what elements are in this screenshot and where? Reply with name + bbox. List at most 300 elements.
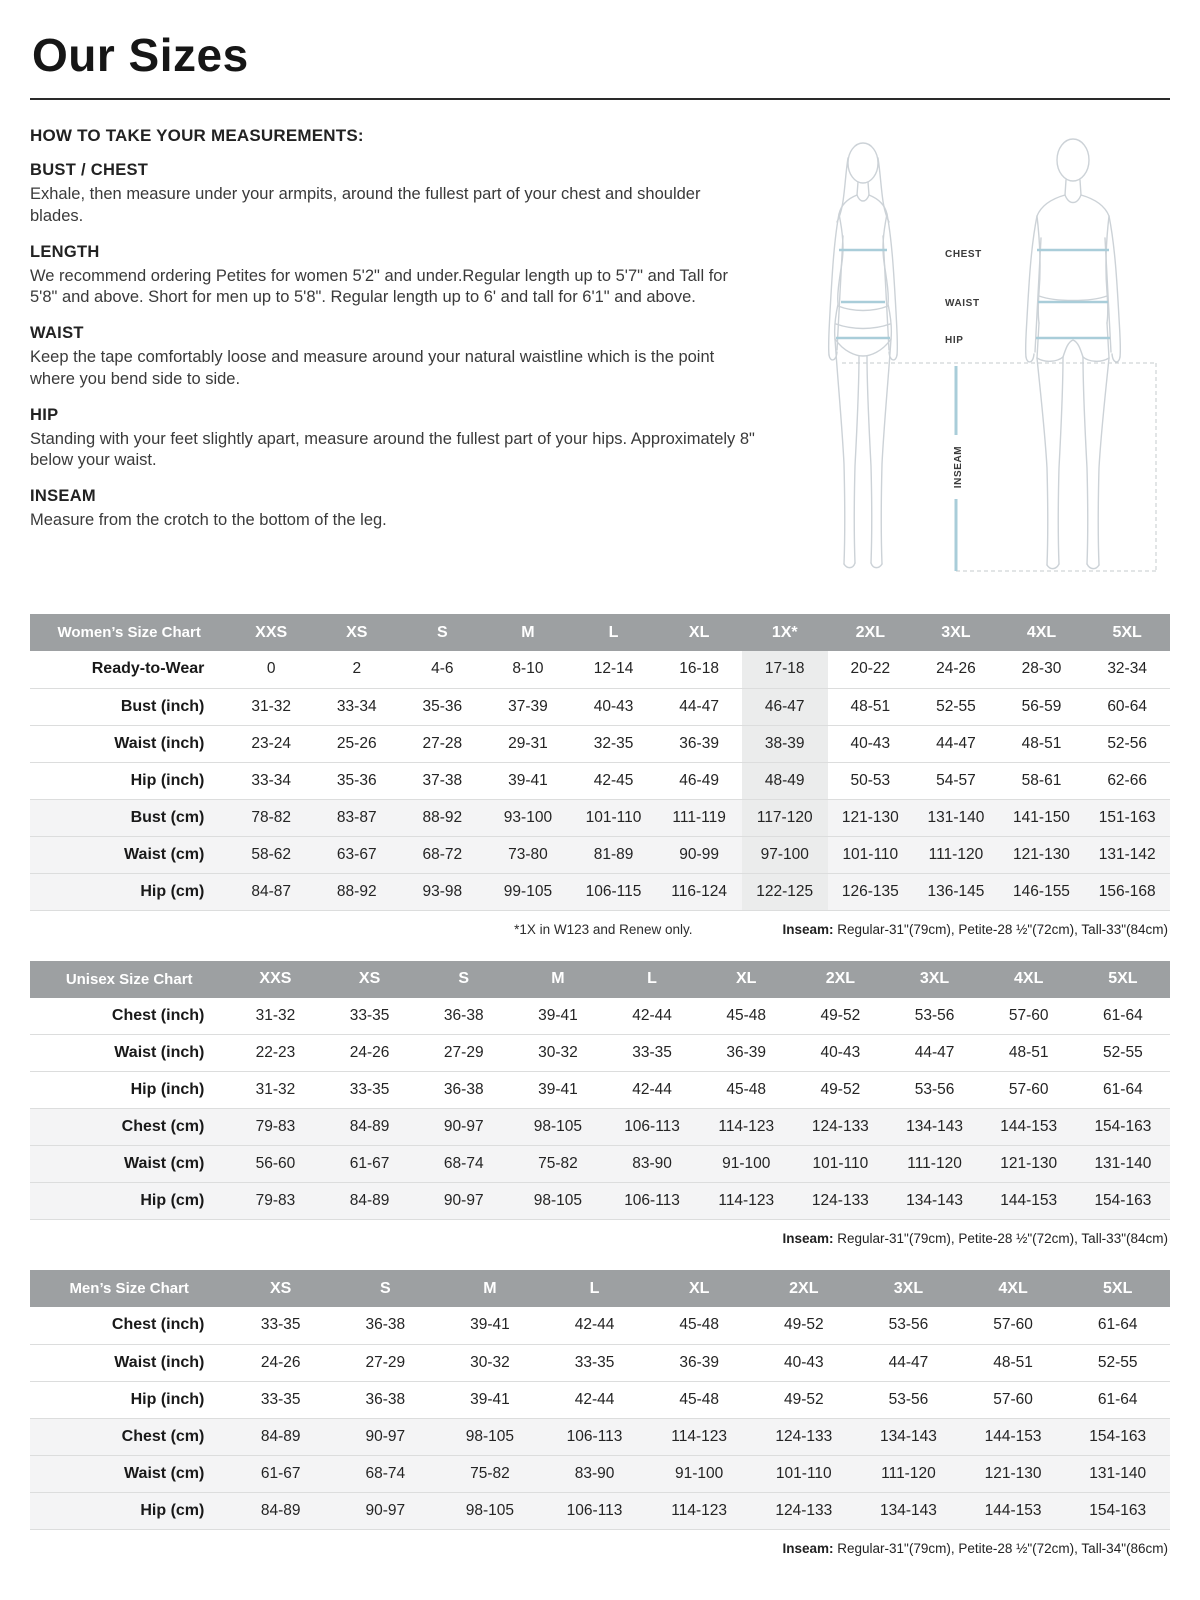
size-value: 30-32 xyxy=(538,1044,578,1061)
measurement-section-title: LENGTH xyxy=(30,242,100,261)
page-title: Our Sizes xyxy=(32,29,249,81)
size-value: 131-140 xyxy=(927,808,985,826)
measurement-section-text: Standing with your feet slightly apart, measure around the fullest part of your hips. Approximately 8" below your waist. xyxy=(30,429,755,470)
column-header: 3XL xyxy=(919,970,950,987)
column-header: 3XL xyxy=(893,1279,924,1297)
size-value: 60-64 xyxy=(1107,697,1147,715)
size-value: 48-51 xyxy=(993,1353,1033,1371)
size-value: 99-105 xyxy=(503,882,553,900)
size-value: 131-140 xyxy=(1089,1464,1147,1482)
size-value: 90-97 xyxy=(443,1118,484,1135)
size-value: 93-100 xyxy=(503,808,553,826)
size-value: 32-34 xyxy=(1107,660,1147,678)
size-value: 62-66 xyxy=(1107,771,1147,789)
row-label: Waist (cm) xyxy=(124,1464,205,1482)
row-label: Waist (cm) xyxy=(124,845,205,863)
size-value: 33-35 xyxy=(349,1081,390,1098)
size-value: 111-120 xyxy=(881,1464,936,1482)
size-value: 88-92 xyxy=(422,808,463,826)
size-chart-table xyxy=(30,961,1170,1221)
size-value: 90-97 xyxy=(443,1192,484,1209)
female-measure-lines xyxy=(836,250,890,338)
row-label: Chest (cm) xyxy=(121,1427,205,1445)
size-value: 42-45 xyxy=(593,771,634,789)
size-value: 8-10 xyxy=(512,660,544,678)
size-value: 124-133 xyxy=(775,1501,833,1519)
row-label: Hip (inch) xyxy=(130,1390,205,1408)
size-value: 144-153 xyxy=(984,1501,1042,1519)
column-header: XS xyxy=(358,970,381,987)
size-value: 121-130 xyxy=(1000,1155,1058,1172)
row-label: Chest (inch) xyxy=(111,1006,205,1024)
size-value: 93-98 xyxy=(422,882,463,900)
table-row xyxy=(30,1455,1170,1492)
size-value: 156-168 xyxy=(1098,882,1156,900)
size-value: 36-38 xyxy=(443,1081,484,1098)
size-value: 33-35 xyxy=(632,1044,672,1061)
size-value: 79-83 xyxy=(255,1192,296,1209)
size-value: 45-48 xyxy=(726,1081,767,1098)
size-value: 54-57 xyxy=(936,771,976,789)
row-label: Hip (cm) xyxy=(140,1501,205,1519)
size-value: 144-153 xyxy=(1000,1192,1058,1209)
size-value: 53-56 xyxy=(888,1316,929,1334)
column-header: 4XL xyxy=(1026,623,1057,641)
size-chart-block xyxy=(30,1270,1170,1556)
instructions-heading: HOW TO TAKE YOUR MEASUREMENTS: xyxy=(30,126,364,145)
size-value: 0 xyxy=(266,660,276,678)
size-value: 58-61 xyxy=(1021,771,1062,789)
size-value: 98-105 xyxy=(533,1118,583,1135)
size-value: 33-35 xyxy=(260,1390,301,1408)
size-value: 83-87 xyxy=(336,808,377,826)
size-value: 121-130 xyxy=(984,1464,1042,1482)
size-value: 27-29 xyxy=(443,1044,484,1061)
size-value: 48-49 xyxy=(742,762,828,799)
size-value: 111-120 xyxy=(907,1155,962,1172)
size-value: 114-123 xyxy=(671,1427,728,1445)
size-value: 24-26 xyxy=(349,1044,390,1061)
size-value: 121-130 xyxy=(1013,845,1070,863)
size-value: 61-67 xyxy=(260,1464,301,1482)
column-header: XXS xyxy=(259,970,292,987)
size-value: 117-120 xyxy=(742,799,828,836)
size-value: 73-80 xyxy=(508,845,548,863)
size-chart-notes xyxy=(30,1541,1168,1556)
size-value: 131-142 xyxy=(1098,845,1156,863)
size-value: 88-92 xyxy=(336,882,377,900)
size-value: 91-100 xyxy=(675,1464,724,1482)
table-row xyxy=(30,1035,1170,1072)
size-value: 52-55 xyxy=(1097,1353,1138,1371)
size-value: 39-41 xyxy=(508,771,548,789)
size-value: 97-100 xyxy=(742,836,828,873)
table-row xyxy=(30,1109,1170,1146)
table-row xyxy=(30,998,1170,1035)
size-value: 79-83 xyxy=(255,1118,296,1135)
column-header: 2XL xyxy=(855,623,885,641)
size-value: 91-100 xyxy=(722,1155,771,1172)
size-value: 40-43 xyxy=(783,1353,824,1371)
size-value: 154-163 xyxy=(1094,1118,1152,1135)
diagram-labels xyxy=(945,249,982,346)
measurement-section xyxy=(30,487,770,532)
table-title: Unisex Size Chart xyxy=(65,970,193,988)
table-row xyxy=(30,688,1170,725)
row-label: Bust (inch) xyxy=(120,697,205,715)
size-value: 141-150 xyxy=(1013,808,1070,826)
size-value: 144-153 xyxy=(1000,1118,1058,1135)
size-value: 37-38 xyxy=(422,771,463,789)
size-value: 57-60 xyxy=(993,1390,1033,1408)
table-row xyxy=(30,1072,1170,1109)
size-value: 57-60 xyxy=(1008,1006,1049,1024)
table-row xyxy=(30,799,1170,836)
size-value: 40-43 xyxy=(820,1044,861,1061)
size-chart-block xyxy=(30,961,1170,1247)
hip-label: HIP xyxy=(945,335,964,346)
size-value: 90-97 xyxy=(365,1427,406,1445)
size-value: 57-60 xyxy=(993,1316,1033,1334)
table-row xyxy=(30,1344,1170,1381)
table-row xyxy=(30,1381,1170,1418)
measurement-section xyxy=(30,406,770,473)
measurement-section-title: HIP xyxy=(30,405,59,424)
column-header: S xyxy=(437,623,448,641)
size-value: 63-67 xyxy=(336,845,377,863)
table-title: Women’s Size Chart xyxy=(57,624,201,641)
size-value: 23-24 xyxy=(251,734,291,752)
size-value: 42-44 xyxy=(574,1390,615,1408)
size-value: 22-23 xyxy=(255,1044,296,1061)
table-title: Men’s Size Chart xyxy=(69,1280,189,1297)
size-value: 81-89 xyxy=(593,845,634,863)
size-value: 98-105 xyxy=(533,1192,583,1209)
size-charts-container xyxy=(30,614,1170,1556)
size-value: 61-64 xyxy=(1097,1316,1138,1334)
measurement-section-title: BUST / CHEST xyxy=(30,161,149,179)
male-figure xyxy=(1026,139,1121,569)
size-value: 101-110 xyxy=(842,845,899,863)
measurement-section xyxy=(30,324,770,391)
size-value: 46-49 xyxy=(679,771,719,789)
chest-label: CHEST xyxy=(945,249,982,260)
size-value: 84-89 xyxy=(349,1118,390,1135)
row-label: Waist (cm) xyxy=(124,1155,205,1172)
size-value: 44-47 xyxy=(936,734,976,752)
column-header: 5XL xyxy=(1112,623,1142,641)
size-value: 46-47 xyxy=(742,688,828,725)
table-row xyxy=(30,1183,1170,1220)
size-value: 53-56 xyxy=(914,1006,955,1024)
table-row xyxy=(30,1146,1170,1183)
size-value: 57-60 xyxy=(1008,1081,1049,1098)
size-value: 114-123 xyxy=(718,1118,775,1135)
table-row xyxy=(30,762,1170,799)
size-value: 36-39 xyxy=(679,734,719,752)
size-value: 68-74 xyxy=(365,1464,406,1482)
row-label: Chest (cm) xyxy=(121,1118,205,1135)
size-value: 146-155 xyxy=(1013,882,1070,900)
female-hair-left xyxy=(837,158,848,222)
size-value: 52-56 xyxy=(1107,734,1147,752)
size-value: 83-90 xyxy=(632,1155,672,1172)
size-value: 33-35 xyxy=(349,1006,390,1024)
size-value: 84-89 xyxy=(349,1192,390,1209)
size-value: 111-120 xyxy=(928,845,984,863)
column-header: L xyxy=(608,623,619,641)
row-label: Waist (inch) xyxy=(114,734,205,752)
table-row xyxy=(30,1492,1170,1529)
size-value: 90-99 xyxy=(679,845,719,863)
size-value: 20-22 xyxy=(850,660,891,678)
size-value: 44-47 xyxy=(679,697,719,715)
size-value: 144-153 xyxy=(984,1427,1042,1445)
size-value: 78-82 xyxy=(251,808,291,826)
size-value: 83-90 xyxy=(574,1464,615,1482)
column-header: XL xyxy=(735,970,757,987)
size-value: 45-48 xyxy=(679,1316,719,1334)
column-header: 2XL xyxy=(789,1279,819,1297)
size-value: 136-145 xyxy=(927,882,985,900)
size-value: 126-135 xyxy=(841,882,899,900)
size-value: 40-43 xyxy=(593,697,634,715)
size-value: 33-34 xyxy=(251,771,291,789)
size-value: 40-43 xyxy=(850,734,891,752)
size-value: 49-52 xyxy=(783,1390,824,1408)
size-value: 27-28 xyxy=(422,734,463,752)
column-header: L xyxy=(647,970,657,987)
size-value: 134-143 xyxy=(906,1192,963,1209)
row-label: Hip (cm) xyxy=(140,882,205,900)
size-value: 154-163 xyxy=(1089,1501,1147,1519)
size-value: 131-140 xyxy=(1094,1155,1152,1172)
size-value: 30-32 xyxy=(470,1353,510,1371)
size-value: 39-41 xyxy=(470,1390,510,1408)
measurement-section-text: Measure from the crotch to the bottom of the leg. xyxy=(30,511,387,530)
size-chart-block xyxy=(30,614,1170,937)
row-label: Waist (inch) xyxy=(114,1353,205,1371)
measurement-instructions xyxy=(30,124,1170,588)
size-value: 39-41 xyxy=(470,1316,510,1334)
size-value: 124-133 xyxy=(811,1192,869,1209)
size-value: 31-32 xyxy=(255,1006,296,1024)
row-label: Hip (cm) xyxy=(140,1192,205,1209)
size-value: 121-130 xyxy=(841,808,899,826)
size-value: 56-59 xyxy=(1021,697,1062,715)
size-value: 39-41 xyxy=(538,1006,578,1024)
size-value: 114-123 xyxy=(718,1192,775,1209)
size-value: 61-64 xyxy=(1097,1390,1138,1408)
instructions-text-column xyxy=(30,124,770,532)
male-measure-lines xyxy=(1036,250,1110,338)
title-divider xyxy=(30,98,1170,100)
size-value: 90-97 xyxy=(365,1501,406,1519)
size-value: 36-39 xyxy=(679,1353,719,1371)
measurement-section-text: Exhale, then measure under your armpits, around the fullest part of your chest and shoulder blades. xyxy=(30,185,701,225)
size-value: 35-36 xyxy=(336,771,377,789)
size-value: 53-56 xyxy=(914,1081,955,1098)
size-value: 151-163 xyxy=(1098,808,1156,826)
size-value: 31-32 xyxy=(251,697,291,715)
row-label: Chest (inch) xyxy=(111,1316,205,1334)
table-row xyxy=(30,725,1170,762)
column-header: M xyxy=(483,1279,497,1297)
size-value: 56-60 xyxy=(255,1155,296,1172)
table-row xyxy=(30,651,1170,688)
size-value: 134-143 xyxy=(879,1427,937,1445)
measurement-section xyxy=(30,161,770,228)
size-value: 75-82 xyxy=(470,1464,510,1482)
column-header: L xyxy=(589,1279,600,1297)
size-value: 38-39 xyxy=(742,725,828,762)
size-value: 61-64 xyxy=(1103,1006,1143,1024)
size-chart-header xyxy=(30,1270,1170,1307)
column-header: 4XL xyxy=(998,1279,1028,1297)
footnote-inseam: Inseam: Regular-31"(79cm), Petite-28 ½"(72cm), Tall-33"(84cm) xyxy=(782,921,1168,937)
size-value: 98-105 xyxy=(465,1501,515,1519)
size-value: 29-31 xyxy=(508,734,548,752)
column-header: M xyxy=(551,970,565,987)
size-value: 36-38 xyxy=(365,1390,406,1408)
size-value: 84-89 xyxy=(260,1427,301,1445)
size-value: 154-163 xyxy=(1089,1427,1147,1445)
size-value: 16-18 xyxy=(679,660,719,678)
size-value: 45-48 xyxy=(726,1006,767,1024)
size-value: 39-41 xyxy=(538,1081,578,1098)
size-value: 33-34 xyxy=(336,697,377,715)
size-value: 33-35 xyxy=(260,1316,301,1334)
size-value: 44-47 xyxy=(914,1044,955,1061)
column-header: 5XL xyxy=(1108,970,1138,987)
size-value: 36-38 xyxy=(365,1316,406,1334)
size-chart-table xyxy=(30,614,1170,911)
inseam-label: INSEAM xyxy=(953,445,964,489)
column-header: XL xyxy=(688,623,710,641)
size-value: 154-163 xyxy=(1094,1192,1152,1209)
size-value: 106-113 xyxy=(624,1192,680,1209)
size-value: 37-39 xyxy=(508,697,548,715)
size-chart-header xyxy=(30,961,1170,998)
size-value: 52-55 xyxy=(1103,1044,1143,1061)
column-header: XS xyxy=(346,623,368,641)
size-value: 2 xyxy=(352,660,362,678)
size-chart-table xyxy=(30,1270,1170,1530)
row-label: Hip (inch) xyxy=(130,771,205,789)
size-value: 24-26 xyxy=(260,1353,301,1371)
size-value: 84-87 xyxy=(251,882,291,900)
size-value: 28-30 xyxy=(1021,660,1062,678)
body-measurement-figures xyxy=(798,126,1170,588)
size-value: 44-47 xyxy=(888,1353,929,1371)
size-value: 84-89 xyxy=(260,1501,301,1519)
size-value: 106-113 xyxy=(566,1501,623,1519)
size-value: 45-48 xyxy=(679,1390,719,1408)
row-label: Waist (inch) xyxy=(114,1044,205,1061)
footnote-inseam: Inseam: Regular-31"(79cm), Petite-28 ½"(72cm), Tall-34"(86cm) xyxy=(782,1540,1168,1556)
column-header: M xyxy=(521,623,535,641)
size-chart-notes xyxy=(30,1231,1168,1246)
measurement-diagram xyxy=(770,124,1170,588)
size-value: 27-29 xyxy=(365,1353,406,1371)
column-header: XL xyxy=(688,1279,710,1297)
size-value: 124-133 xyxy=(775,1427,833,1445)
measurement-section-text: We recommend ordering Petites for women 5'2" and under.Regular length up to 5'7" and Tall for 5'8" and above. Short for men up to 5'8". Regular length up to 6' and tall for 6'1" and above. xyxy=(30,266,728,307)
size-value: 50-53 xyxy=(850,771,891,789)
size-value: 68-72 xyxy=(422,845,463,863)
size-value: 48-51 xyxy=(1008,1044,1049,1061)
size-chart-header xyxy=(30,614,1170,651)
size-value: 25-26 xyxy=(336,734,377,752)
size-value: 35-36 xyxy=(422,697,463,715)
size-value: 49-52 xyxy=(783,1316,824,1334)
size-value: 4-6 xyxy=(431,660,454,678)
size-value: 68-74 xyxy=(443,1155,484,1172)
table-row xyxy=(30,1307,1170,1344)
size-value: 42-44 xyxy=(632,1081,672,1098)
row-label: Ready-to-Wear xyxy=(91,660,205,678)
size-value: 134-143 xyxy=(906,1118,963,1135)
column-header: XS xyxy=(270,1279,292,1297)
size-value: 48-51 xyxy=(1021,734,1062,752)
measurement-section-text: Keep the tape comfortably loose and measure around your natural waistline which is the point where you bend side to side. xyxy=(30,348,715,388)
female-hair-right xyxy=(878,158,889,222)
size-value: 75-82 xyxy=(538,1155,578,1172)
size-value: 106-113 xyxy=(566,1427,623,1445)
row-label: Bust (cm) xyxy=(130,808,205,826)
column-header: 5XL xyxy=(1103,1279,1133,1297)
size-value: 32-35 xyxy=(593,734,634,752)
size-value: 58-62 xyxy=(251,845,291,863)
size-value: 36-38 xyxy=(443,1006,484,1024)
size-value: 111-119 xyxy=(672,808,726,826)
size-value: 101-110 xyxy=(812,1155,869,1172)
size-value: 33-35 xyxy=(574,1353,615,1371)
inseam-guide-lines xyxy=(842,363,1156,571)
waist-label: WAIST xyxy=(945,298,980,309)
size-value: 48-51 xyxy=(850,697,891,715)
size-value: 124-133 xyxy=(811,1118,869,1135)
column-header: XXS xyxy=(255,623,288,641)
size-value: 12-14 xyxy=(593,660,634,678)
column-header: S xyxy=(458,970,470,987)
column-header: 2XL xyxy=(825,970,856,987)
size-value: 49-52 xyxy=(820,1081,861,1098)
column-header: 4XL xyxy=(1014,970,1044,987)
size-value: 61-64 xyxy=(1103,1081,1143,1098)
column-header: S xyxy=(379,1279,391,1297)
size-value: 53-56 xyxy=(888,1390,929,1408)
table-row xyxy=(30,1418,1170,1455)
size-chart-notes xyxy=(30,922,1168,937)
footnote-1x: *1X in W123 and Renew only. xyxy=(514,921,693,937)
size-value: 101-110 xyxy=(775,1464,832,1482)
size-value: 42-44 xyxy=(632,1006,672,1024)
size-value: 24-26 xyxy=(936,660,976,678)
female-figure xyxy=(829,143,898,568)
row-label: Hip (inch) xyxy=(130,1081,205,1098)
size-value: 106-113 xyxy=(624,1118,680,1135)
measurement-section xyxy=(30,243,770,310)
size-value: 98-105 xyxy=(465,1427,515,1445)
instruction-sections xyxy=(30,161,770,532)
measurement-section-title: WAIST xyxy=(30,324,84,343)
size-value: 17-18 xyxy=(742,651,828,688)
size-value: 61-67 xyxy=(349,1155,390,1172)
size-value: 49-52 xyxy=(820,1006,861,1024)
size-value: 36-39 xyxy=(726,1044,767,1061)
footnote-inseam: Inseam: Regular-31"(79cm), Petite-28 ½"(72cm), Tall-33"(84cm) xyxy=(782,1231,1168,1246)
